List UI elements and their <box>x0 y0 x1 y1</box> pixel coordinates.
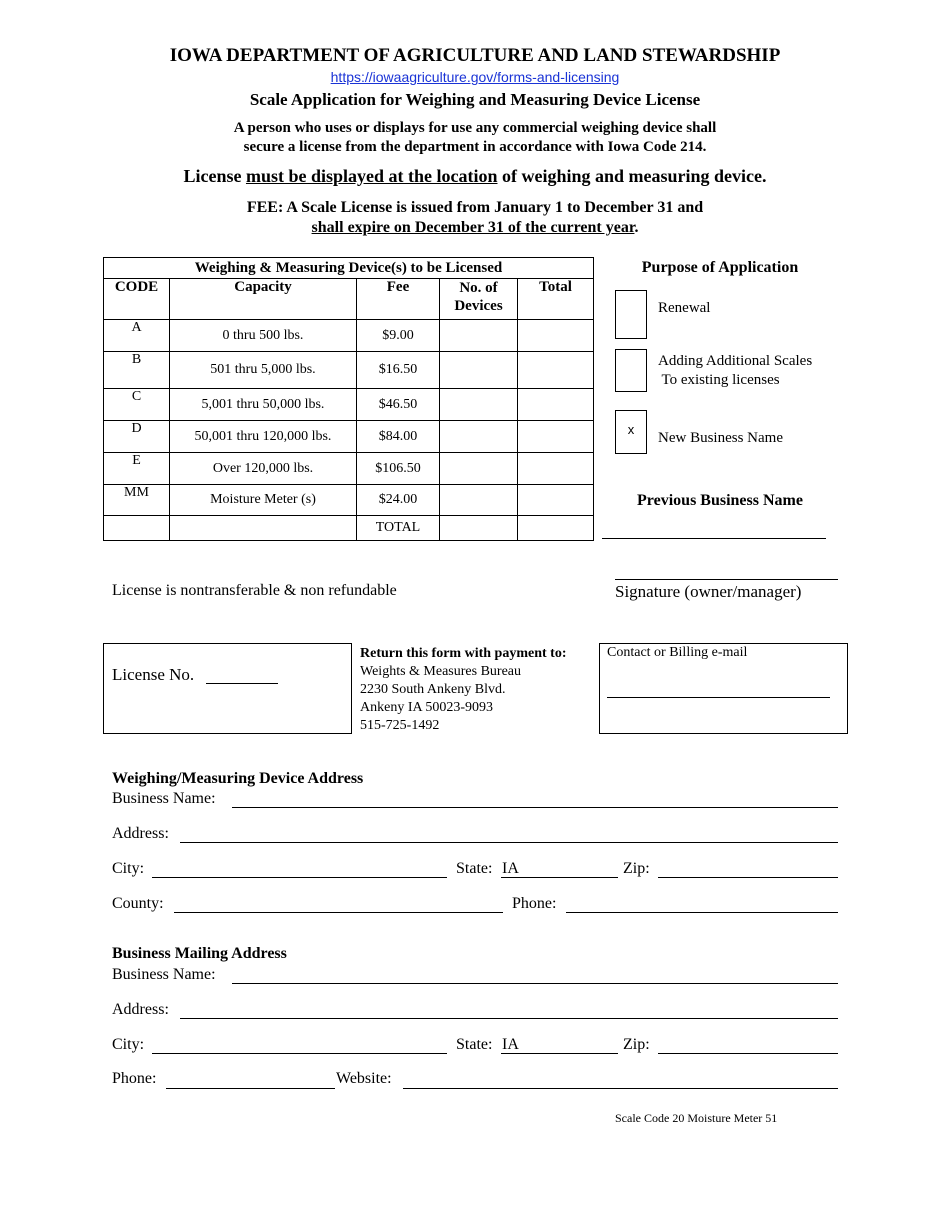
device-city-field[interactable] <box>152 877 447 878</box>
mailing-business-name-field[interactable] <box>232 983 838 984</box>
row-capacity: 0 thru 500 lbs. <box>170 320 357 352</box>
row-devices-input[interactable] <box>440 485 518 516</box>
adding-scales-line-1: Adding Additional Scales <box>658 353 813 369</box>
renewal-label-text: Renewal <box>658 300 711 316</box>
mailing-business-name-label: Business Name: <box>112 966 216 983</box>
row-total-input[interactable] <box>518 485 594 516</box>
mailing-zip-field[interactable] <box>658 1053 838 1054</box>
previous-business-name-field[interactable] <box>602 538 826 539</box>
license-no-box <box>103 643 352 734</box>
devices-table-title: Weighing & Measuring Device(s) to be Licensed <box>104 258 594 279</box>
row-total-input[interactable] <box>518 453 594 485</box>
new-business-name-text: New Business Name <box>658 430 783 446</box>
mailing-state-label: State: <box>456 1036 493 1053</box>
purpose-title: Purpose of Application <box>641 259 799 276</box>
mailing-phone-field[interactable] <box>166 1088 335 1089</box>
row-code: E <box>104 453 170 485</box>
fee-line-1: FEE: A Scale License is issued from January 1 to December 31 and <box>246 199 704 216</box>
device-zip-label: Zip: <box>623 860 650 877</box>
display-notice <box>0 166 950 187</box>
total-row-capacity <box>170 516 357 541</box>
device-address-heading: Weighing/Measuring Device Address <box>112 770 364 787</box>
display-notice-emphasis: must be displayed at the location <box>245 166 498 186</box>
device-state-value: IA <box>502 860 519 877</box>
display-notice-post: of weighing and measuring device. <box>497 166 767 186</box>
device-state-label: State: <box>456 860 493 877</box>
notice-line-2: secure a license from the department in accordance with Iowa Code 214. <box>243 139 707 155</box>
row-total-input[interactable] <box>518 389 594 421</box>
display-notice-pre: License <box>183 166 246 186</box>
return-info <box>360 645 566 735</box>
return-address-line-1: Weights & Measures Bureau <box>360 664 521 679</box>
contact-email-label: Contact or Billing e-mail <box>607 645 748 660</box>
row-devices-input[interactable] <box>440 453 518 485</box>
fee-expiry-text: shall expire on December 31 of the current year <box>311 219 635 236</box>
new-business-name-label <box>658 429 783 448</box>
total-label: TOTAL <box>357 516 440 541</box>
department-title: IOWA DEPARTMENT OF AGRICULTURE AND LAND STEWARDSHIP <box>169 45 781 66</box>
mailing-website-label: Website: <box>336 1070 392 1087</box>
previous-business-name-label: Previous Business Name <box>637 492 803 509</box>
forms-link[interactable]: https://iowaagriculture.gov/forms-and-licensing <box>330 69 620 85</box>
fee-line-2 <box>0 219 950 237</box>
row-code: MM <box>104 485 170 516</box>
footer-code: Scale Code 20 Moisture Meter 51 <box>615 1111 778 1125</box>
adding-scales-label <box>658 352 812 390</box>
row-capacity: Over 120,000 lbs. <box>170 453 357 485</box>
row-devices-input[interactable] <box>440 320 518 352</box>
nontransferable-notice: License is nontransferable & non refundable <box>112 582 397 599</box>
row-code: C <box>104 389 170 421</box>
device-business-name-field[interactable] <box>232 807 838 808</box>
row-fee: $9.00 <box>357 320 440 352</box>
signature-field[interactable] <box>615 579 838 580</box>
total-devices-input[interactable] <box>440 516 518 541</box>
row-code: B <box>104 352 170 389</box>
notice-line-1: A person who uses or displays for use any commercial weighing device shall <box>233 120 717 136</box>
device-phone-label: Phone: <box>512 895 557 912</box>
table-row <box>104 389 594 421</box>
row-fee: $16.50 <box>357 352 440 389</box>
header-total: Total <box>518 279 594 320</box>
row-capacity: 50,001 thru 120,000 lbs. <box>170 421 357 453</box>
mailing-zip-label: Zip: <box>623 1036 650 1053</box>
row-fee: $24.00 <box>357 485 440 516</box>
device-phone-field[interactable] <box>566 912 838 913</box>
signature-label: Signature (owner/manager) <box>615 582 802 601</box>
device-business-name-label: Business Name: <box>112 790 216 807</box>
adding-scales-line-2: To existing licenses <box>658 372 780 388</box>
contact-email-field[interactable] <box>607 697 830 698</box>
row-fee: $84.00 <box>357 421 440 453</box>
table-row <box>104 421 594 453</box>
row-devices-input[interactable] <box>440 352 518 389</box>
header-capacity: Capacity <box>170 279 357 320</box>
adding-scales-checkbox[interactable] <box>615 349 647 392</box>
row-total-input[interactable] <box>518 352 594 389</box>
license-no-label: License No. <box>112 665 195 684</box>
mailing-address-field[interactable] <box>180 1018 838 1019</box>
mailing-website-field[interactable] <box>403 1088 838 1089</box>
forms-link-container <box>0 69 950 87</box>
row-devices-input[interactable] <box>440 389 518 421</box>
row-capacity: 5,001 thru 50,000 lbs. <box>170 389 357 421</box>
mailing-state-value: IA <box>502 1036 519 1053</box>
mailing-city-label: City: <box>112 1036 145 1053</box>
return-address-line-3: Ankeny IA 50023-9093 <box>360 700 493 715</box>
device-city-label: City: <box>112 860 145 877</box>
return-heading: Return this form with payment to: <box>360 646 567 661</box>
return-phone: 515-725-1492 <box>360 718 440 733</box>
mailing-address-label: Address: <box>112 1001 169 1018</box>
mailing-phone-label: Phone: <box>112 1070 157 1087</box>
device-county-label: County: <box>112 895 164 912</box>
form-title: Scale Application for Weighing and Measuring Device License <box>249 90 701 109</box>
grand-total-input[interactable] <box>518 516 594 541</box>
table-row <box>104 352 594 389</box>
row-code: A <box>104 320 170 352</box>
mailing-city-field[interactable] <box>152 1053 447 1054</box>
row-total-input[interactable] <box>518 421 594 453</box>
total-row-code <box>104 516 170 541</box>
header-code: CODE <box>104 279 170 320</box>
return-address-line-2: 2230 South Ankeny Blvd. <box>360 682 506 697</box>
row-total-input[interactable] <box>518 320 594 352</box>
license-no-field[interactable] <box>206 683 278 684</box>
row-capacity: 501 thru 5,000 lbs. <box>170 352 357 389</box>
device-address-label: Address: <box>112 825 169 842</box>
device-zip-field[interactable] <box>658 877 838 878</box>
mailing-address-heading: Business Mailing Address <box>112 945 287 962</box>
table-row <box>104 485 594 516</box>
table-total-row <box>104 516 594 541</box>
table-row <box>104 320 594 352</box>
renewal-checkbox[interactable] <box>615 290 647 339</box>
row-fee: $46.50 <box>357 389 440 421</box>
device-county-field[interactable] <box>174 912 503 913</box>
table-row <box>104 453 594 485</box>
row-devices-input[interactable] <box>440 421 518 453</box>
header-fee: Fee <box>357 279 440 320</box>
row-capacity: Moisture Meter (s) <box>170 485 357 516</box>
renewal-label <box>658 299 710 318</box>
header-no-of-devices: No. of Devices <box>440 279 518 320</box>
device-address-field[interactable] <box>180 842 838 843</box>
fee-expiry-period: . <box>634 219 639 236</box>
new-business-name-checkbox[interactable]: x <box>615 410 647 454</box>
row-fee: $106.50 <box>357 453 440 485</box>
row-code: D <box>104 421 170 453</box>
devices-table <box>103 257 594 541</box>
